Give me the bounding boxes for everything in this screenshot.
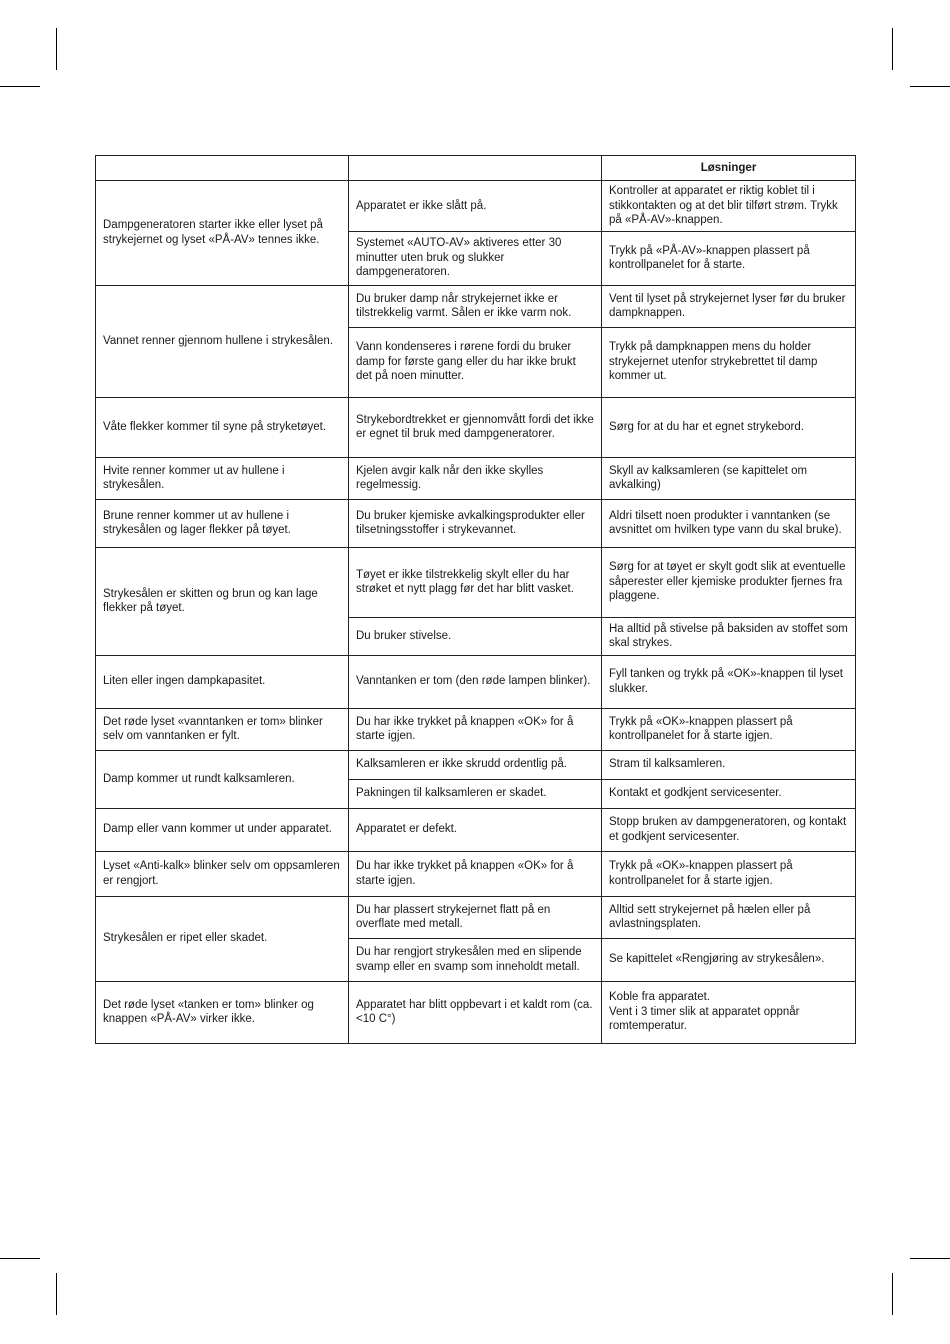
cause-cell: Apparatet er ikke slått på. (349, 181, 602, 232)
problem-cell: Damp eller vann kommer ut under apparatet. (96, 808, 349, 851)
header-problem (96, 156, 349, 181)
solution-cell: Trykk på dampknappen mens du holder strykejernet utenfor strykebrettet til damp kommer ut. (602, 327, 856, 397)
cause-cell: Du har ikke trykket på knappen «OK» for å starte igjen. (349, 708, 602, 750)
table-row (96, 896, 856, 938)
problem-cell: Det røde lyset «vanntanken er tom» blinker selv om vanntanken er fylt. (96, 708, 349, 750)
problem-cell: Liten eller ingen dampkapasitet. (96, 655, 349, 708)
solution-cell: Kontakt et godkjent servicesenter. (602, 779, 856, 808)
solution-cell: Se kapittelet «Rengjøring av strykesålen». (602, 938, 856, 981)
solution-cell: Skyll av kalksamleren (se kapittelet om avkalking) (602, 457, 856, 499)
header-cause (349, 156, 602, 181)
troubleshooting-table (95, 155, 856, 1044)
table-row (96, 181, 856, 232)
crop-mark (910, 1258, 950, 1259)
table-header-row (96, 156, 856, 181)
table-row (96, 981, 856, 1043)
table-row (96, 808, 856, 851)
problem-cell: Strykesålen er ripet eller skadet. (96, 896, 349, 981)
crop-mark (892, 28, 893, 70)
solution-cell: Aldri tilsett noen produkter i vanntanken (se avsnittet om hvilken type vann du skal bruke). (602, 499, 856, 547)
crop-mark (0, 86, 40, 87)
cause-cell: Du bruker kjemiske avkalkingsprodukter eller tilsetningsstoffer i strykevannet. (349, 499, 602, 547)
header-solutions: Løsninger (602, 156, 856, 181)
problem-cell: Lyset «Anti-kalk» blinker selv om oppsamleren er rengjort. (96, 851, 349, 896)
problem-cell: Våte flekker kommer til syne på stryketøyet. (96, 397, 349, 457)
cause-cell: Du bruker damp når strykejernet ikke er tilstrekkelig varmt. Sålen er ikke varm nok. (349, 285, 602, 327)
solution-cell: Stopp bruken av dampgeneratoren, og kontakt et godkjent servicesenter. (602, 808, 856, 851)
table-row (96, 851, 856, 896)
crop-mark (892, 1273, 893, 1315)
cause-cell: Du har plassert strykejernet flatt på en overflate med metall. (349, 896, 602, 938)
table-row (96, 547, 856, 617)
table-row (96, 285, 856, 327)
problem-cell: Strykesålen er skitten og brun og kan lage flekker på tøyet. (96, 547, 349, 655)
solution-cell: Sørg for at tøyet er skylt godt slik at eventuelle såperester eller kjemiske produkter fjernes fra plaggene. (602, 547, 856, 617)
cause-cell: Du bruker stivelse. (349, 617, 602, 655)
problem-cell: Damp kommer ut rundt kalksamleren. (96, 750, 349, 808)
cause-cell: Kjelen avgir kalk når den ikke skylles regelmessig. (349, 457, 602, 499)
problem-cell: Hvite renner kommer ut av hullene i strykesålen. (96, 457, 349, 499)
cause-cell: Strykebordtrekket er gjennomvått fordi det ikke er egnet til bruk med dampgeneratorer. (349, 397, 602, 457)
problem-cell: Dampgeneratoren starter ikke eller lyset på strykejernet og lyset «PÅ-AV» tennes ikke. (96, 181, 349, 286)
solution-cell: Kontroller at apparatet er riktig koblet til i stikkontakten og at det blir tilført strøm. Trykk på «PÅ-AV»-knappen. (602, 181, 856, 232)
cause-cell: Apparatet har blitt oppbevart i et kaldt rom (ca. <10 C°) (349, 981, 602, 1043)
crop-mark (56, 1273, 57, 1315)
cause-cell: Vann kondenseres i rørene fordi du bruker damp for første gang eller du har ikke brukt det på noen minutter. (349, 327, 602, 397)
crop-mark (0, 1258, 40, 1259)
solution-cell: Sørg for at du har et egnet strykebord. (602, 397, 856, 457)
solution-cell: Vent til lyset på strykejernet lyser før du bruker dampknappen. (602, 285, 856, 327)
solution-cell: Ha alltid på stivelse på baksiden av stoffet som skal strykes. (602, 617, 856, 655)
table-row (96, 708, 856, 750)
table-row (96, 750, 856, 779)
problem-cell: Vannet renner gjennom hullene i strykesålen. (96, 285, 349, 397)
table-row (96, 499, 856, 547)
solution-cell: Koble fra apparatet. Vent i 3 timer slik at apparatet oppnår romtemperatur. (602, 981, 856, 1043)
cause-cell: Kalksamleren er ikke skrudd ordentlig på. (349, 750, 602, 779)
table-body (96, 181, 856, 1044)
solution-cell: Trykk på «OK»-knappen plassert på kontrollpanelet for å starte igjen. (602, 851, 856, 896)
cause-cell: Pakningen til kalksamleren er skadet. (349, 779, 602, 808)
cause-cell: Apparatet er defekt. (349, 808, 602, 851)
table-row (96, 655, 856, 708)
cause-cell: Du har rengjort strykesålen med en slipende svamp eller en svamp som inneholdt metall. (349, 938, 602, 981)
crop-mark (56, 28, 57, 70)
cause-cell: Tøyet er ikke tilstrekkelig skylt eller du har strøket et nytt plagg før det har blitt vasket. (349, 547, 602, 617)
solution-cell: Trykk på «PÅ-AV»-knappen plassert på kontrollpanelet for å starte. (602, 231, 856, 285)
solution-cell: Stram til kalksamleren. (602, 750, 856, 779)
solution-cell: Alltid sett strykejernet på hælen eller på avlastningsplaten. (602, 896, 856, 938)
solution-cell: Trykk på «OK»-knappen plassert på kontrollpanelet for å starte igjen. (602, 708, 856, 750)
solution-cell: Fyll tanken og trykk på «OK»-knappen til lyset slukker. (602, 655, 856, 708)
crop-mark (910, 86, 950, 87)
cause-cell: Systemet «AUTO-AV» aktiveres etter 30 minutter uten bruk og slukker dampgeneratoren. (349, 231, 602, 285)
table-row (96, 397, 856, 457)
cause-cell: Vanntanken er tom (den røde lampen blinker). (349, 655, 602, 708)
problem-cell: Brune renner kommer ut av hullene i strykesålen og lager flekker på tøyet. (96, 499, 349, 547)
table-row (96, 457, 856, 499)
cause-cell: Du har ikke trykket på knappen «OK» for å starte igjen. (349, 851, 602, 896)
problem-cell: Det røde lyset «tanken er tom» blinker og knappen «PÅ-AV» virker ikke. (96, 981, 349, 1043)
